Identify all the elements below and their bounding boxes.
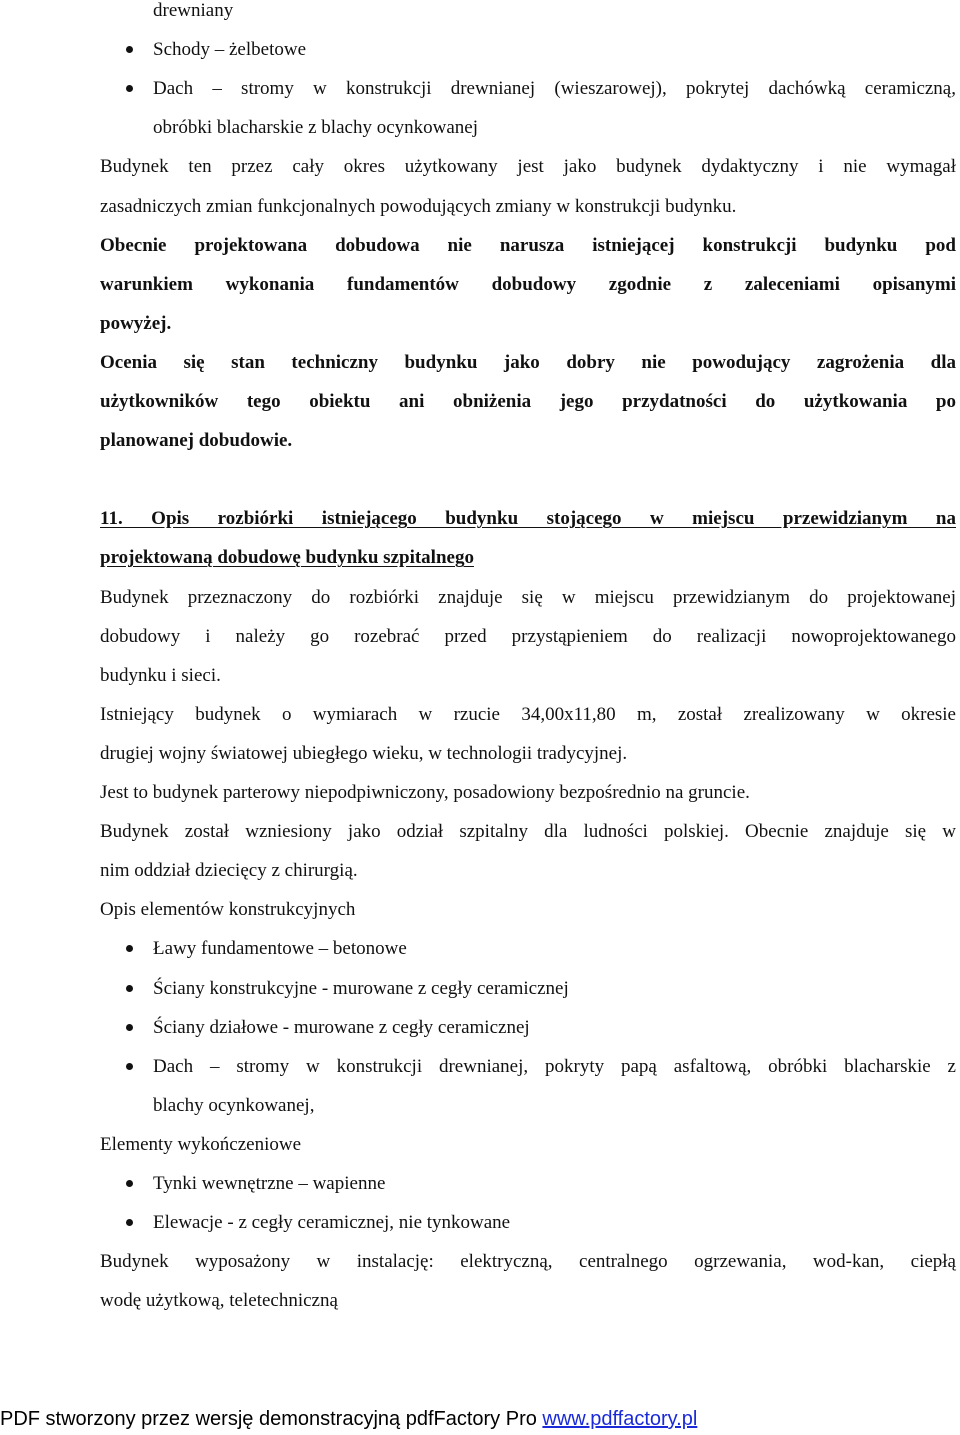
bullet-item: Dach – stromy w konstrukcji drewnianej, pokryty papą asfaltową, obróbki blacharskie z	[153, 1056, 956, 1095]
text-line: budynku i sieci.	[100, 664, 221, 686]
bullet-item: Ławy fundamentowe – betonowe	[153, 938, 956, 977]
bullet-dot-icon	[126, 945, 133, 952]
pdf-watermark-footer	[0, 1408, 960, 1435]
footer-link[interactable]: www.pdffactory.pl	[542, 1408, 698, 1430]
text-line: Opis elementów konstrukcyjnych	[100, 899, 356, 921]
text-line: Istniejący budynek o wymiarach w rzucie 34,00x11,80 m, został zrealizowany w okresie	[100, 703, 956, 725]
section-heading: projektowaną dobudowę budynku szpitalnego	[100, 547, 474, 569]
bullet-dot-icon	[126, 1180, 133, 1187]
text-line: Budynek został wzniesiony jako odział szpitalny dla ludności polskiej. Obecnie znajduje się w	[100, 821, 956, 843]
bullet-item: Elewacje - z cegły ceramicznej, nie tynkowane	[153, 1212, 956, 1251]
bullet-dot-icon	[126, 1219, 133, 1226]
text-line: Obecnie projektowana dobudowa nie narusza istniejącej konstrukcji budynku pod	[100, 234, 956, 256]
bullet-dot-icon	[126, 85, 133, 92]
footer-text: PDF stworzony przez wersję demonstracyjną pdfFactory Pro	[0, 1408, 543, 1430]
text-line: drugiej wojny światowej ubiegłego wieku, w technologii tradycyjnej.	[100, 742, 628, 764]
bullet-item: Tynki wewnętrzne – wapienne	[153, 1173, 956, 1212]
text-line: wodę użytkową, teletechniczną	[100, 1290, 338, 1312]
bullet-dot-icon	[126, 985, 133, 992]
bullet-dot-icon	[126, 1063, 133, 1070]
text-line: planowanej dobudowie.	[100, 430, 293, 452]
bullet-item: Schody – żelbetowe	[153, 39, 956, 78]
bullet-item: Dach – stromy w konstrukcji drewnianej (wieszarowej), pokrytej dachówką ceramiczną,	[153, 78, 956, 117]
text-line: Budynek przeznaczony do rozbiórki znajduje się w miejscu przewidzianym do projektowanej	[100, 586, 956, 608]
bullet-dot-icon	[126, 1024, 133, 1031]
text-line: Jest to budynek parterowy niepodpiwniczony, posadowiony bezpośrednio na gruncie.	[100, 782, 750, 803]
bullet-dot-icon	[126, 46, 133, 53]
text-line: nim oddział dziecięcy z chirurgią.	[100, 860, 358, 882]
text-line: Budynek wyposażony w instalację: elektryczną, centralnego ogrzewania, wod-kan, ciepłą	[100, 1251, 956, 1273]
bullet-item: Ściany działowe - murowane z cegły ceramicznej	[153, 1017, 956, 1056]
bullet-item: Ściany konstrukcyjne - murowane z cegły ceramicznej	[153, 978, 956, 1017]
text-line: dobudowy i należy go rozebrać przed przystąpieniem do realizacji nowoprojektowanego	[100, 625, 956, 647]
text-line: powyżej.	[100, 312, 172, 334]
text-line: zasadniczych zmian funkcjonalnych powodujących zmiany w konstrukcji budynku.	[100, 195, 737, 217]
text-line: Ocenia się stan techniczny budynku jako dobry nie powodujący zagrożenia dla	[100, 351, 956, 373]
text-line: blachy ocynkowanej,	[153, 1094, 315, 1116]
text-line: drewniany	[153, 0, 234, 21]
section-heading: 11. Opis rozbiórki istniejącego budynku stojącego w miejscu przewidzianym na	[100, 508, 956, 530]
text-line: Budynek ten przez cały okres użytkowany jest jako budynek dydaktyczny i nie wymagał	[100, 156, 956, 178]
text-line: obróbki blacharskie z blachy ocynkowanej	[153, 117, 478, 139]
text-line: warunkiem wykonania fundamentów dobudowy zgodnie z zaleceniami opisanymi	[100, 273, 956, 295]
text-line: użytkowników tego obiektu ani obniżenia jego przydatności do użytkowania po	[100, 391, 956, 412]
text-line	[100, 469, 956, 508]
text-line: Elementy wykończeniowe	[100, 1133, 302, 1155]
